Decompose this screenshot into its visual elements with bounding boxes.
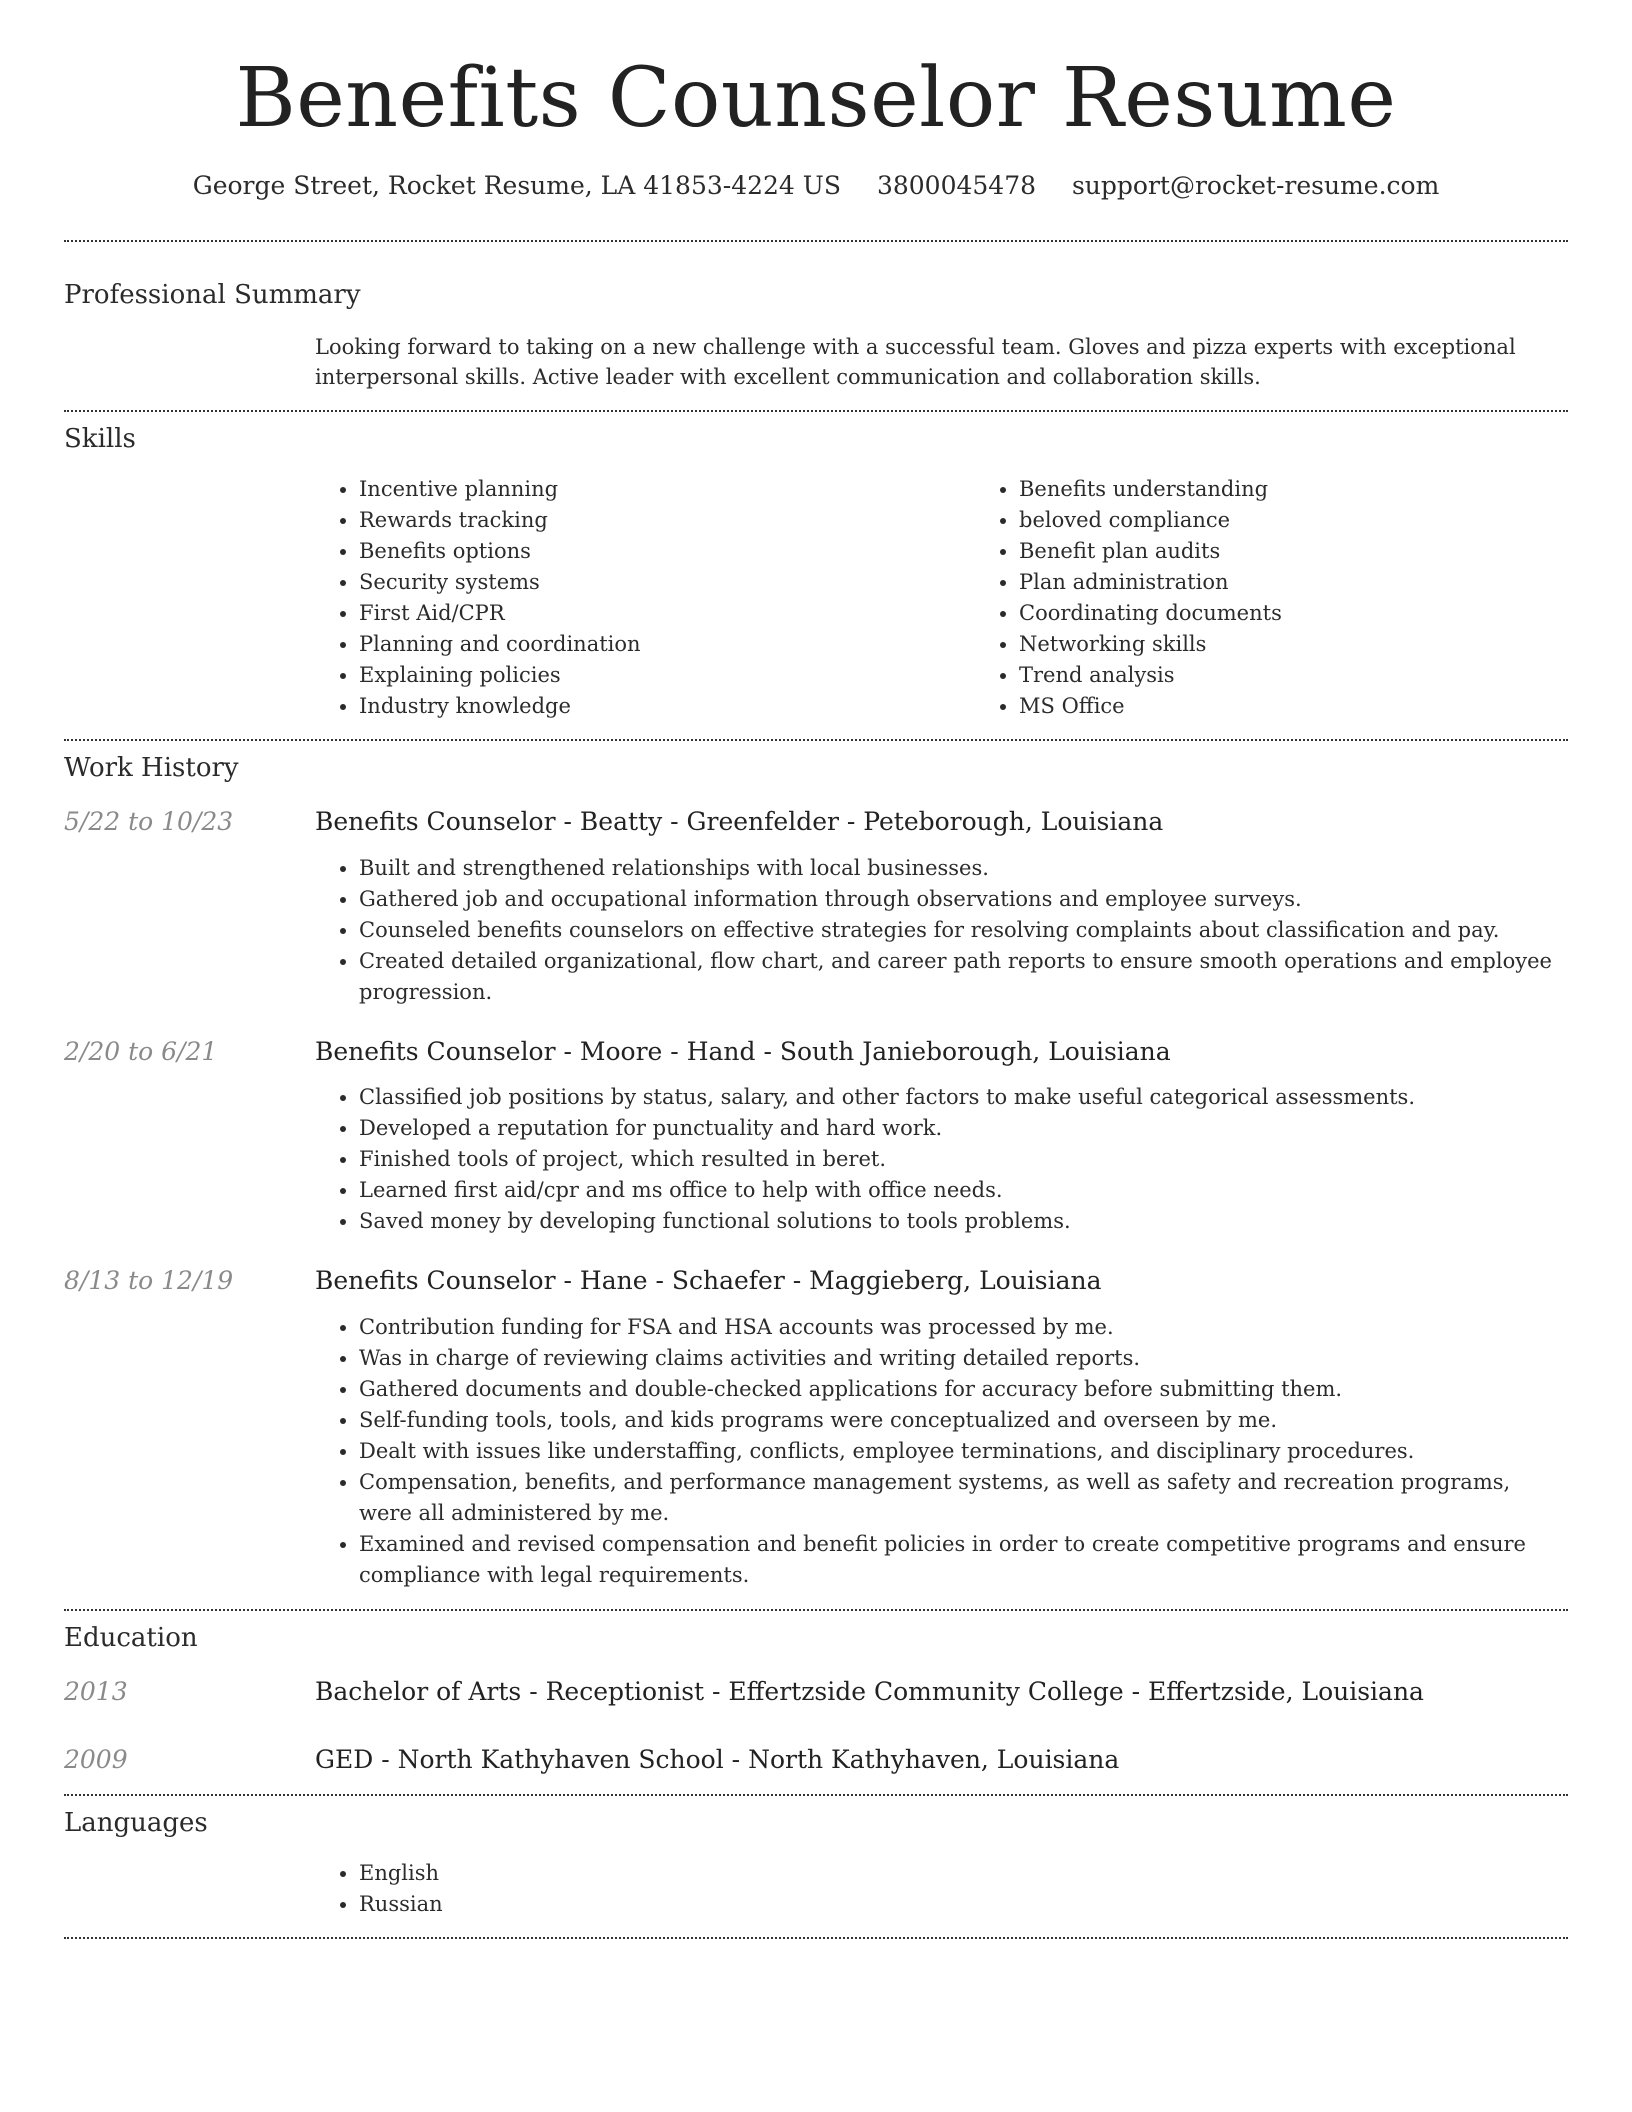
education-text: GED - North Kathyhaven School - North Kathyhaven, Louisiana (315, 1744, 1120, 1774)
skill-item: • beloved compliance (1019, 505, 1632, 536)
job-bullet: • Contribution funding for FSA and HSA accounts was processed by me. (359, 1312, 1568, 1343)
skill-item: • Trend analysis (1019, 660, 1632, 691)
divider (64, 739, 1568, 741)
divider (64, 410, 1568, 412)
section-heading-skills: Skills (64, 424, 136, 455)
language-item: • English (359, 1858, 1568, 1889)
languages-list (315, 1858, 1568, 1920)
job-bullet: • Saved money by developing functional solutions to tools problems. (359, 1206, 1568, 1237)
language-item: • Russian (359, 1889, 1568, 1920)
job-bullet: • Was in charge of reviewing claims activities and writing detailed reports. (359, 1343, 1568, 1374)
skill-item: • MS Office (1019, 691, 1632, 722)
job-bullet: • Compensation, benefits, and performance management systems, as well as safety and recreation programs, were all administered by me. (359, 1467, 1568, 1529)
divider (64, 240, 1568, 242)
section-heading-summary: Professional Summary (64, 279, 361, 310)
job-dates: 8/13 to 12/19 (64, 1266, 234, 1296)
job-bullet: • Developed a reputation for punctuality and hard work. (359, 1113, 1568, 1144)
job-entry (64, 1036, 1568, 1238)
job-bullets (315, 1312, 1568, 1591)
contact-email: support@rocket-resume.com (1071, 171, 1440, 201)
divider (64, 1937, 1568, 1939)
summary-section (64, 280, 1568, 392)
job-bullet: • Created detailed organizational, flow chart, and career path reports to ensure smooth operations and employee progression. (359, 946, 1568, 1008)
skill-item: • Benefits options (359, 536, 975, 567)
skill-item: • Planning and coordination (359, 629, 975, 660)
resume-page (64, 0, 1568, 1939)
summary-text: Looking forward to taking on a new challenge with a successful team. Gloves and pizza experts with exceptional interpersonal skills. Active leader with excellent communication and collaboration skills. (315, 335, 1516, 390)
divider (64, 1609, 1568, 1611)
job-bullet: • Finished tools of project, which resulted in beret. (359, 1144, 1568, 1175)
skill-item: • Explaining policies (359, 660, 975, 691)
skill-item: • Incentive planning (359, 474, 975, 505)
education-entry (64, 1744, 1568, 1777)
skill-item: • First Aid/CPR (359, 598, 975, 629)
divider (64, 1794, 1568, 1796)
education-year: 2013 (64, 1677, 128, 1707)
job-title: Benefits Counselor - Beatty - Greenfelder - Peteborough, Louisiana (315, 807, 1164, 837)
job-bullets (315, 853, 1568, 1008)
job-dates: 5/22 to 10/23 (64, 807, 234, 837)
job-entry (64, 806, 1568, 1008)
section-heading-education: Education (64, 1622, 198, 1653)
section-heading-languages: Languages (64, 1808, 208, 1839)
job-bullet: • Built and strengthened relationships with local businesses. (359, 853, 1568, 884)
education-year: 2009 (64, 1744, 128, 1774)
skills-columns (315, 474, 1632, 722)
work-history-section (64, 753, 1568, 1591)
job-bullet: • Gathered job and occupational information through observations and employee surveys. (359, 884, 1568, 915)
summary-row (64, 332, 1568, 392)
skill-item: • Security systems (359, 567, 975, 598)
job-bullet: • Counseled benefits counselors on effective strategies for resolving complaints about classification and pay. (359, 915, 1568, 946)
job-bullet: • Self-funding tools, tools, and kids programs were conceptualized and overseen by me. (359, 1405, 1568, 1436)
skills-list-right (975, 474, 1632, 722)
skills-section (64, 424, 1568, 722)
job-bullet: • Examined and revised compensation and benefit policies in order to create competitive programs and ensure compliance with legal requirements. (359, 1529, 1568, 1591)
job-bullets (315, 1082, 1568, 1237)
section-heading-work-history: Work History (64, 753, 239, 784)
skill-item: • Benefit plan audits (1019, 536, 1632, 567)
job-bullet: • Classified job positions by status, salary, and other factors to make useful categorical assessments. (359, 1082, 1568, 1113)
job-bullet: • Learned first aid/cpr and ms office to help with office needs. (359, 1175, 1568, 1206)
skill-item: • Plan administration (1019, 567, 1632, 598)
skill-item: • Coordinating documents (1019, 598, 1632, 629)
education-section (64, 1623, 1568, 1776)
languages-row (64, 1858, 1568, 1920)
skill-item: • Networking skills (1019, 629, 1632, 660)
job-title: Benefits Counselor - Moore - Hand - South Janieborough, Louisiana (315, 1036, 1171, 1066)
job-bullet: • Gathered documents and double-checked applications for accuracy before submitting them. (359, 1374, 1568, 1405)
contact-phone: 3800045478 (876, 171, 1037, 201)
resume-title: Benefits Counselor Resume (235, 51, 1397, 146)
education-text: Bachelor of Arts - Receptionist - Effertzside Community College - Effertzside, Louisiana (315, 1677, 1424, 1707)
skill-item: • Rewards tracking (359, 505, 975, 536)
job-title: Benefits Counselor - Hane - Schaefer - Maggieberg, Louisiana (315, 1266, 1102, 1296)
job-entry (64, 1265, 1568, 1591)
skills-list-left (315, 474, 975, 722)
skills-row (64, 474, 1568, 722)
languages-section (64, 1808, 1568, 1920)
contact-line (64, 170, 1568, 203)
job-bullet: • Dealt with issues like understaffing, conflicts, employee terminations, and disciplinary procedures. (359, 1436, 1568, 1467)
skill-item: • Industry knowledge (359, 691, 975, 722)
skill-item: • Benefits understanding (1019, 474, 1632, 505)
education-entry (64, 1676, 1568, 1709)
job-dates: 2/20 to 6/21 (64, 1036, 218, 1066)
contact-address: George Street, Rocket Resume, LA 41853-4224 US (192, 171, 841, 201)
